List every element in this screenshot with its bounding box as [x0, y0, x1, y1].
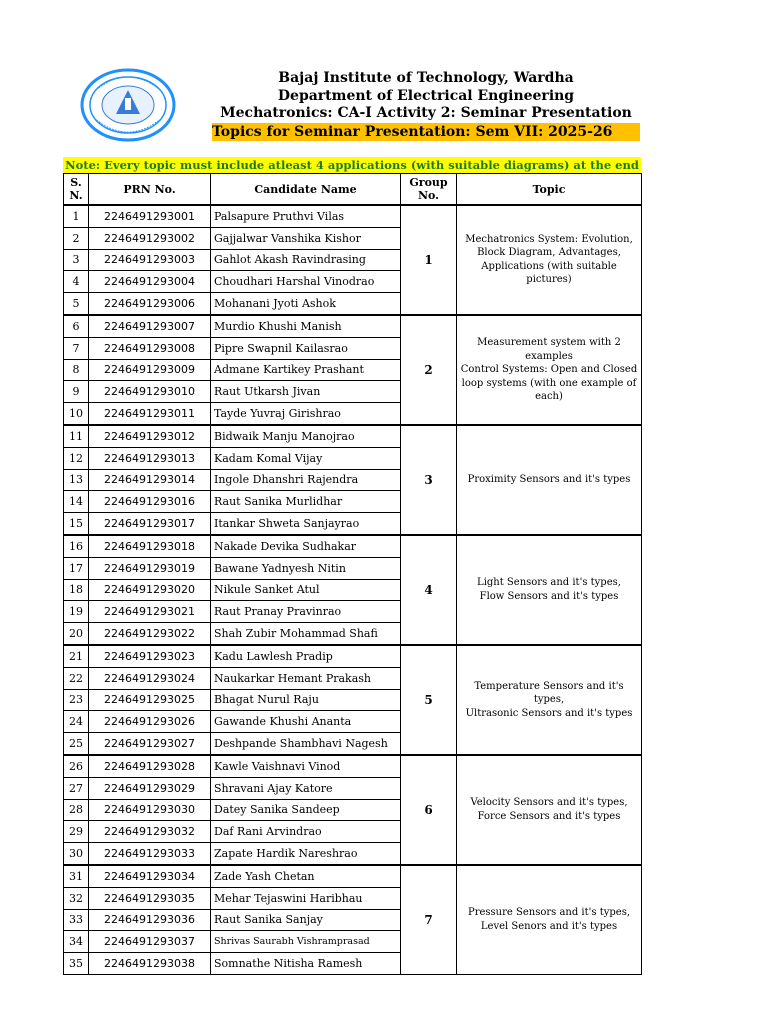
serial-number-cell: 2	[64, 227, 89, 249]
candidate-name-cell: Shrivas Saurabh Vishramprasad	[211, 931, 401, 953]
serial-number-cell: 31	[64, 865, 89, 887]
candidate-name-cell: Admane Kartikey Prashant	[211, 359, 401, 381]
candidate-name-cell: Deshpande Shambhavi Nagesh	[211, 733, 401, 755]
prn-cell: 2246491293037	[89, 931, 211, 953]
table-row	[64, 645, 642, 667]
prn-cell: 2246491293009	[89, 359, 211, 381]
table-body	[64, 205, 642, 974]
serial-number-cell: 8	[64, 359, 89, 381]
serial-number-cell: 25	[64, 733, 89, 755]
serial-number-cell: 1	[64, 205, 89, 227]
table-row	[64, 535, 642, 557]
candidate-name-cell: Kawle Vaishnavi Vinod	[211, 755, 401, 777]
candidate-name-cell: Murdio Khushi Manish	[211, 315, 401, 337]
candidate-name-cell: Mohanani Jyoti Ashok	[211, 293, 401, 315]
serial-number-cell: 33	[64, 909, 89, 931]
serial-number-cell: 18	[64, 579, 89, 601]
candidate-name-cell: Itankar Shweta Sanjayrao	[211, 513, 401, 535]
prn-cell: 2246491293024	[89, 667, 211, 689]
department-name: Department of Electrical Engineering	[277, 88, 575, 104]
serial-number-cell: 22	[64, 667, 89, 689]
topic-cell: Proximity Sensors and it's types	[457, 425, 642, 535]
serial-number-cell: 21	[64, 645, 89, 667]
serial-number-cell: 16	[64, 535, 89, 557]
serial-number-cell: 3	[64, 249, 89, 271]
candidate-name-cell: Shravani Ajay Katore	[211, 777, 401, 799]
prn-cell: 2246491293012	[89, 425, 211, 447]
prn-cell: 2246491293023	[89, 645, 211, 667]
serial-number-cell: 28	[64, 799, 89, 821]
prn-cell: 2246491293010	[89, 381, 211, 403]
candidate-name-cell: Nakade Devika Sudhakar	[211, 535, 401, 557]
header-topic: Topic	[457, 174, 642, 206]
prn-cell: 2246491293021	[89, 601, 211, 623]
serial-number-cell: 6	[64, 315, 89, 337]
prn-cell: 2246491293028	[89, 755, 211, 777]
serial-number-cell: 9	[64, 381, 89, 403]
candidate-name-cell: Naukarkar Hemant Prakash	[211, 667, 401, 689]
topics-title-text: Topics for Seminar Presentation: Sem VII: 2025-26	[212, 124, 613, 140]
topic-cell: Pressure Sensors and it's types, Level Senors and it's types	[457, 865, 642, 974]
candidate-name-cell: Zade Yash Chetan	[211, 865, 401, 887]
prn-cell: 2246491293003	[89, 249, 211, 271]
serial-number-cell: 27	[64, 777, 89, 799]
candidate-name-cell: Datey Sanika Sandeep	[211, 799, 401, 821]
serial-number-cell: 30	[64, 843, 89, 865]
serial-number-cell: 15	[64, 513, 89, 535]
prn-cell: 2246491293007	[89, 315, 211, 337]
candidate-name-cell: Bawane Yadnyesh Nitin	[211, 557, 401, 579]
prn-cell: 2246491293020	[89, 579, 211, 601]
prn-cell: 2246491293002	[89, 227, 211, 249]
topic-cell: Light Sensors and it's types, Flow Sensors and it's types	[457, 535, 642, 645]
document-header	[0, 0, 768, 160]
course-title: Mechatronics: CA-I Activity 2: Seminar Presentation	[220, 105, 632, 121]
candidate-name-cell: Nikule Sanket Atul	[211, 579, 401, 601]
group-number-cell: 5	[401, 645, 457, 755]
candidate-name-cell: Daf Rani Arvindrao	[211, 821, 401, 843]
group-number-cell: 1	[401, 205, 457, 315]
prn-cell: 2246491293030	[89, 799, 211, 821]
serial-number-cell: 26	[64, 755, 89, 777]
prn-cell: 2246491293011	[89, 403, 211, 425]
serial-number-cell: 29	[64, 821, 89, 843]
seminar-table	[63, 173, 642, 975]
topic-cell: Measurement system with 2 examples Control Systems: Open and Closed loop systems (with one example of each)	[457, 315, 642, 425]
prn-cell: 2246491293019	[89, 557, 211, 579]
serial-number-cell: 11	[64, 425, 89, 447]
prn-cell: 2246491293022	[89, 623, 211, 645]
candidate-name-cell: Raut Pranay Pravinrao	[211, 601, 401, 623]
candidate-name-cell: Raut Sanika Sanjay	[211, 909, 401, 931]
prn-cell: 2246491293004	[89, 271, 211, 293]
serial-number-cell: 34	[64, 931, 89, 953]
prn-cell: 2246491293008	[89, 337, 211, 359]
topic-cell: Temperature Sensors and it's types, Ultrasonic Sensors and it's types	[457, 645, 642, 755]
serial-number-cell: 23	[64, 689, 89, 711]
prn-cell: 2246491293036	[89, 909, 211, 931]
candidate-name-cell: Gajjalwar Vanshika Kishor	[211, 227, 401, 249]
institute-name: Bajaj Institute of Technology, Wardha	[278, 70, 574, 86]
table-row	[64, 205, 642, 227]
candidate-name-cell: Palsapure Pruthvi Vilas	[211, 205, 401, 227]
prn-cell: 2246491293032	[89, 821, 211, 843]
prn-cell: 2246491293013	[89, 447, 211, 469]
prn-cell: 2246491293014	[89, 469, 211, 491]
prn-cell: 2246491293033	[89, 843, 211, 865]
candidate-name-cell: Gahlot Akash Ravindrasing	[211, 249, 401, 271]
serial-number-cell: 32	[64, 887, 89, 909]
prn-cell: 2246491293038	[89, 953, 211, 975]
group-number-cell: 3	[401, 425, 457, 535]
serial-number-cell: 4	[64, 271, 89, 293]
candidate-name-cell: Raut Sanika Murlidhar	[211, 491, 401, 513]
table-header-row	[64, 174, 642, 206]
prn-cell: 2246491293001	[89, 205, 211, 227]
candidate-name-cell: Somnathe Nitisha Ramesh	[211, 953, 401, 975]
prn-cell: 2246491293006	[89, 293, 211, 315]
table-row	[64, 315, 642, 337]
candidate-name-cell: Mehar Tejaswini Haribhau	[211, 887, 401, 909]
note-banner: Note: Every topic must include atleast 4 applications (with suitable diagrams) at the end	[63, 157, 641, 173]
candidate-name-cell: Zapate Hardik Nareshrao	[211, 843, 401, 865]
candidate-name-cell: Ingole Dhanshri Rajendra	[211, 469, 401, 491]
candidate-name-cell: Gawande Khushi Ananta	[211, 711, 401, 733]
prn-cell: 2246491293035	[89, 887, 211, 909]
header-name: Candidate Name	[211, 174, 401, 206]
group-number-cell: 4	[401, 535, 457, 645]
prn-cell: 2246491293018	[89, 535, 211, 557]
prn-cell: 2246491293029	[89, 777, 211, 799]
group-number-cell: 6	[401, 755, 457, 865]
serial-number-cell: 35	[64, 953, 89, 975]
group-number-cell: 7	[401, 865, 457, 974]
candidate-name-cell: Bidwaik Manju Manojrao	[211, 425, 401, 447]
prn-cell: 2246491293027	[89, 733, 211, 755]
serial-number-cell: 10	[64, 403, 89, 425]
table-row	[64, 425, 642, 447]
prn-cell: 2246491293026	[89, 711, 211, 733]
header-sn: S. N.	[64, 174, 89, 206]
serial-number-cell: 24	[64, 711, 89, 733]
prn-cell: 2246491293034	[89, 865, 211, 887]
header-prn: PRN No.	[89, 174, 211, 206]
institute-logo	[80, 68, 176, 142]
serial-number-cell: 17	[64, 557, 89, 579]
candidate-name-cell: Tayde Yuvraj Girishrao	[211, 403, 401, 425]
candidate-name-cell: Raut Utkarsh Jivan	[211, 381, 401, 403]
serial-number-cell: 7	[64, 337, 89, 359]
topic-cell: Velocity Sensors and it's types, Force Sensors and it's types	[457, 755, 642, 865]
header-group: Group No.	[401, 174, 457, 206]
group-number-cell: 2	[401, 315, 457, 425]
serial-number-cell: 5	[64, 293, 89, 315]
candidate-name-cell: Choudhari Harshal Vinodrao	[211, 271, 401, 293]
prn-cell: 2246491293025	[89, 689, 211, 711]
topic-cell: Mechatronics System: Evolution, Block Diagram, Advantages, Applications (with suitable pictures)	[457, 205, 642, 315]
candidate-name-cell: Kadam Komal Vijay	[211, 447, 401, 469]
serial-number-cell: 14	[64, 491, 89, 513]
table-row	[64, 755, 642, 777]
candidate-name-cell: Pipre Swapnil Kailasrao	[211, 337, 401, 359]
serial-number-cell: 19	[64, 601, 89, 623]
serial-number-cell: 12	[64, 447, 89, 469]
serial-number-cell: 13	[64, 469, 89, 491]
serial-number-cell: 20	[64, 623, 89, 645]
candidate-name-cell: Kadu Lawlesh Pradip	[211, 645, 401, 667]
prn-cell: 2246491293017	[89, 513, 211, 535]
candidate-name-cell: Shah Zubir Mohammad Shafi	[211, 623, 401, 645]
topics-title	[212, 123, 640, 141]
candidate-name-cell: Bhagat Nurul Raju	[211, 689, 401, 711]
table-row	[64, 865, 642, 887]
prn-cell: 2246491293016	[89, 491, 211, 513]
